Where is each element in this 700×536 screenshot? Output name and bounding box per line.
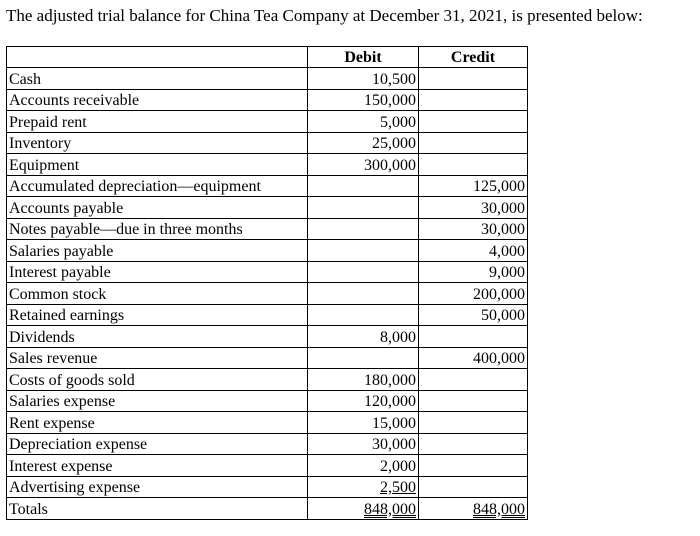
- table-row: [7, 326, 528, 348]
- table-row: [7, 197, 528, 219]
- credit-amount-cell: [419, 218, 528, 240]
- debit-amount-cell: [308, 154, 419, 176]
- credit-amount: 50,000: [481, 307, 525, 324]
- table-row: [7, 455, 528, 477]
- table-row: [7, 476, 528, 498]
- trial-balance-table: [6, 46, 528, 520]
- debit-amount: 180,000: [364, 371, 416, 389]
- table-row: [7, 175, 528, 197]
- credit-amount-cell: [419, 197, 528, 219]
- debit-amount-cell: [308, 283, 419, 305]
- account-name-cell: Salaries payable: [7, 240, 308, 262]
- debit-amount: 5,000: [380, 113, 416, 131]
- table-row: [7, 433, 528, 455]
- account-name-cell: Dividends: [7, 326, 308, 348]
- table-row: [7, 390, 528, 412]
- account-name-cell: Accumulated depreciation—equipment: [7, 175, 308, 197]
- debit-amount: 8,000: [380, 328, 416, 346]
- page-intro: The adjusted trial balance for China Tea Company at December 31, 2021, is presented below:: [6, 6, 643, 25]
- credit-amount-cell: [419, 412, 528, 434]
- debit-amount-cell: [308, 218, 419, 240]
- debit-amount-cell: [308, 412, 419, 434]
- debit-amount: 10,500: [372, 70, 416, 88]
- account-column-header: [7, 47, 308, 68]
- debit-amount-cell: [308, 498, 419, 520]
- credit-amount-cell: [419, 347, 528, 369]
- account-name-cell: Rent expense: [7, 412, 308, 434]
- table-row: [7, 304, 528, 326]
- debit-amount-cell: [308, 390, 419, 412]
- debit-amount-cell: [308, 455, 419, 477]
- account-name-cell: Interest expense: [7, 455, 308, 477]
- debit-amount-cell: [308, 240, 419, 262]
- debit-amount: 120,000: [364, 393, 416, 410]
- account-name-cell: Cash: [7, 68, 308, 90]
- account-name-cell: Common stock: [7, 283, 308, 305]
- credit-amount-cell: [419, 175, 528, 197]
- credit-amount-cell: [419, 455, 528, 477]
- credit-amount-cell: [419, 326, 528, 348]
- table-row: [7, 347, 528, 369]
- account-name-cell: Sales revenue: [7, 347, 308, 369]
- debit-amount-cell: [308, 433, 419, 455]
- account-name-cell: Prepaid rent: [7, 111, 308, 133]
- credit-amount-cell: [419, 111, 528, 133]
- account-name-cell: Salaries expense: [7, 390, 308, 412]
- account-name-cell: Interest payable: [7, 261, 308, 283]
- table-row: [7, 218, 528, 240]
- credit-amount-cell: [419, 154, 528, 176]
- credit-amount-cell: [419, 283, 528, 305]
- credit-amount-cell: [419, 240, 528, 262]
- debit-amount-cell: [308, 304, 419, 326]
- account-name-cell: Accounts receivable: [7, 89, 308, 111]
- table-row: [7, 68, 528, 90]
- credit-amount: 9,000: [489, 264, 525, 281]
- credit-amount: 30,000: [481, 221, 525, 238]
- table-row: [7, 283, 528, 305]
- credit-amount: 200,000: [473, 285, 525, 303]
- credit-amount-cell: [419, 132, 528, 154]
- debit-amount-cell: [308, 197, 419, 219]
- account-name-cell: Inventory: [7, 132, 308, 154]
- account-name-cell: Advertising expense: [7, 476, 308, 498]
- credit-amount-cell: [419, 261, 528, 283]
- credit-amount-cell: [419, 433, 528, 455]
- account-name-cell: Notes payable—due in three months: [7, 218, 308, 240]
- debit-amount: 150,000: [364, 92, 416, 109]
- account-name-cell: Accounts payable: [7, 197, 308, 219]
- debit-amount: 25,000: [372, 135, 416, 152]
- credit-amount-cell: [419, 304, 528, 326]
- table-row: [7, 261, 528, 283]
- debit-column-header: Debit: [308, 47, 419, 68]
- debit-amount: 2,000: [380, 457, 416, 475]
- credit-amount-cell: [419, 476, 528, 498]
- credit-amount: 30,000: [481, 199, 525, 217]
- totals-row: [7, 498, 528, 520]
- credit-amount: 4,000: [489, 242, 525, 260]
- trial-balance-body: [7, 68, 528, 520]
- table-row: [7, 154, 528, 176]
- debit-amount-cell: [308, 111, 419, 133]
- credit-amount-cell: [419, 68, 528, 90]
- debit-amount-cell: [308, 175, 419, 197]
- table-header-row: [7, 47, 528, 68]
- credit-amount-cell: [419, 89, 528, 111]
- credit-amount-cell: [419, 498, 528, 520]
- debit-amount-cell: [308, 89, 419, 111]
- table-row: [7, 132, 528, 154]
- debit-amount: 15,000: [372, 414, 416, 432]
- credit-column-header: Credit: [419, 47, 528, 68]
- account-name-cell: Costs of goods sold: [7, 369, 308, 391]
- credit-amount: 400,000: [473, 350, 525, 367]
- debit-amount: 2,500: [380, 479, 416, 496]
- debit-amount: 848,000: [364, 500, 416, 518]
- account-name-cell: Equipment: [7, 154, 308, 176]
- table-row: [7, 412, 528, 434]
- debit-amount: 30,000: [372, 436, 416, 453]
- debit-amount-cell: [308, 347, 419, 369]
- debit-amount-cell: [308, 369, 419, 391]
- debit-amount-cell: [308, 326, 419, 348]
- table-row: [7, 240, 528, 262]
- table-row: [7, 369, 528, 391]
- account-name-cell: Depreciation expense: [7, 433, 308, 455]
- debit-amount-cell: [308, 68, 419, 90]
- debit-amount: 300,000: [364, 156, 416, 174]
- table-row: [7, 89, 528, 111]
- debit-amount-cell: [308, 132, 419, 154]
- table-row: [7, 111, 528, 133]
- debit-amount-cell: [308, 476, 419, 498]
- credit-amount-cell: [419, 369, 528, 391]
- account-name-cell: Retained earnings: [7, 304, 308, 326]
- credit-amount: 848,000: [473, 500, 525, 518]
- account-name-cell: Totals: [7, 498, 308, 520]
- debit-amount-cell: [308, 261, 419, 283]
- credit-amount: 125,000: [473, 178, 525, 195]
- credit-amount-cell: [419, 390, 528, 412]
